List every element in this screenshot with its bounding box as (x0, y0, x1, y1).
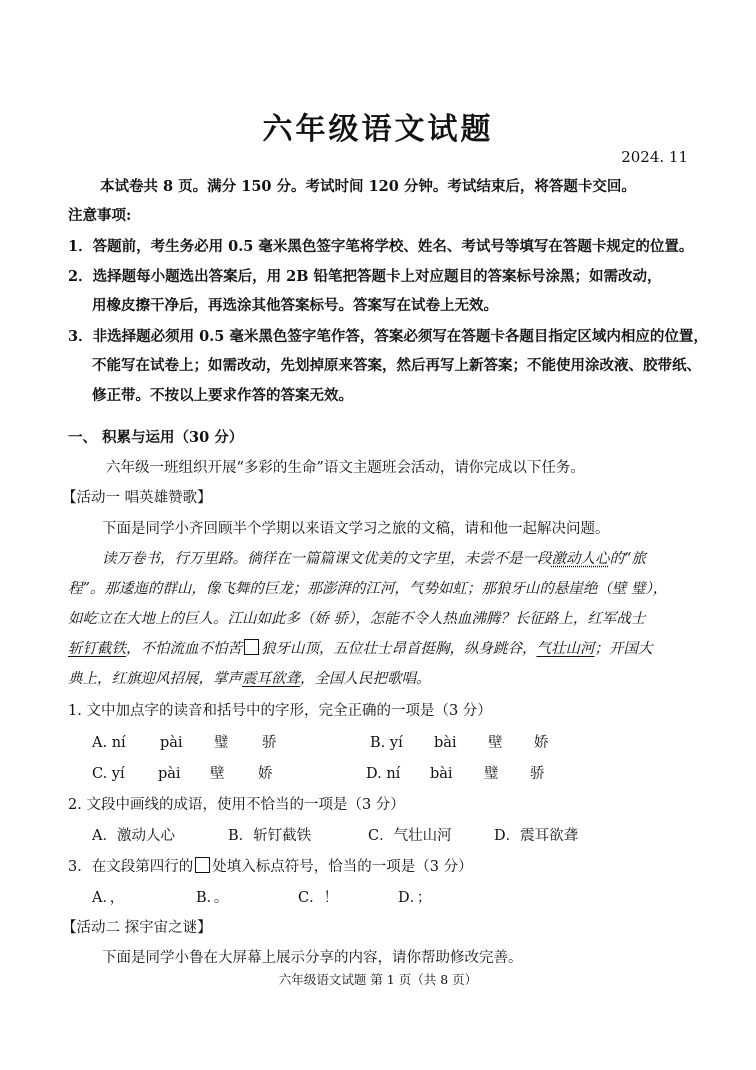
passage-line-3: 如屹立在大地上的巨人。江山如此多（娇 骄），怎能不令人热血沸腾？长征路上，红军战士 (68, 611, 646, 627)
passage-line-4 (68, 639, 696, 659)
passage-line-5 (68, 669, 696, 689)
passage-text: ；开国大 (594, 641, 653, 657)
notice-item-2: 2．选择题每小题选出答案后，用 2B 铅笔把答题卡上对应题目的答案标号涂黑；如需改动， (68, 268, 662, 285)
question-3-option-b: B．。 (196, 890, 229, 906)
exam-page: 六年级语文试题 2024. 11 本试卷共 8 页。满分 150 分。考试时间 120 分钟。考试结束后，将答题卡交回。 注意事项: 1．答题前，考生务必用 0.5 毫米黑色签字笔将学校、姓名、考试号等填写在答题卡规定的位置。 2．选择题每小题选出答案后，用 2B 铅笔把答题卡上对应题目的答案标号涂黑；如需改动， 用橡皮擦干净后，再选涂其他答案标号。答案写在试卷上无效。 3．非选择题必须用 0.5 毫米黑色签字笔作答，答案必须写在答题卡各题目指定区域内相应的位置， 不能写在试卷上；如需改动，先划掉原来答案，然后再写上新答案；不能使用涂改液、胶带纸、 修正带。不按以上要求作答的答案无效。 一、 积累与运用（30 分） 六年级一班组织开展“多彩的生命”语文主题班会活动，请你完成以下任务。 【活动一 唱英雄赞歌】 下面是同学小齐回顾半个学期以来语文学习之旅的文稿，请和他一起解决问题。 读万卷书，行万里路。徜徉在一篇篇课文优美的文字里，未尝不是一段激动人心的“旅 程”。那逶迤的群山，像飞舞的巨龙；那澎湃的江河，气势如虹；那狼牙山的悬崖绝（壁 璧）， 如屹立在大地上的巨人。江山如此多（娇 骄），怎能不令人热血沸腾？长征路上，红军战士 斩钉截铁，不怕流血不怕苦 狼牙山顶，五位壮士昂首挺胸，纵身跳谷，气壮山河；开国大 典上，红旗迎风招展，掌声震耳欲聋，全国人民把歌唱。 1. 文中加点字的读音和括号中的字形，完全正确的一项是（3 分） A. ní pài 璧 骄 B. yí bài 壁 娇 C. yí pài 壁 娇 D. ní bài 璧 骄 2. 文段中画线的成语，使用不恰当的一项是（3 分） A．激动人心 B．斩钉截铁 C．气壮山河 D．震耳欲聋 3．在文段第四行的 处填入标点符号，恰当的一项是（3 分） A．， B．。 C．！ D．； 【活动二 探宇宙之谜】 下面是同学小鲁在大屏幕上展示分享的内容，请你帮助修改完善。 六年级语文试题 第 1 页（共 8 页） (0, 0, 756, 1070)
section-heading: 一、 积累与运用（30 分） (68, 429, 244, 446)
question-1-stem: 1. 文中加点字的读音和括号中的字形，完全正确的一项是（3 分） (68, 703, 492, 719)
page-title: 六年级语文试题 (262, 112, 494, 147)
activity-2-heading: 【活动二 探宇宙之谜】 (62, 920, 212, 936)
idiom-underlined: 斩钉截铁 (68, 641, 126, 657)
activity-1-intro: 下面是同学小齐回顾半个学期以来语文学习之旅的文稿，请和他一起解决问题。 (102, 521, 610, 537)
notice-item-3-cont: 不能写在试卷上；如需改动，先划掉原来答案，然后再写上新答案；不能使用涂改液、胶带纸、 (92, 357, 701, 374)
question-3-option-d: D．； (398, 890, 432, 906)
activity-2-intro: 下面是同学小鲁在大屏幕上展示分享的内容，请你帮助修改完善。 (102, 950, 523, 966)
blank-box (244, 639, 259, 655)
section-intro: 六年级一班组织开展“多彩的生命”语文主题班会活动，请你完成以下任务。 (106, 460, 585, 476)
question-2-option-d: D．震耳欲聋 (494, 828, 579, 844)
passage-line-2: 程”。那逶迤的群山，像飞舞的巨龙；那澎湃的江河，气势如虹；那狼牙山的悬崖绝（壁 璧）， (68, 581, 668, 597)
passage-line-1 (102, 549, 696, 569)
notice-heading: 注意事项: (68, 207, 132, 224)
idiom-underlined: 激动人心 (551, 551, 610, 567)
passage-text: ，全国人民把歌唱。 (300, 671, 431, 687)
question-3-option-a: A．， (92, 890, 125, 906)
passage-text: 狼牙山顶，五位壮士昂首挺胸，纵身跳谷， (261, 641, 537, 657)
intro-text: 本试卷共 8 页。满分 150 分。考试时间 120 分钟。考试结束后，将答题卡交回。 (100, 178, 636, 195)
passage-text: 的“旅 (609, 551, 646, 567)
question-2-stem: 2. 文段中画线的成语，使用不恰当的一项是（3 分） (68, 797, 405, 813)
notice-item-1: 1．答题前，考生务必用 0.5 毫米黑色签字笔将学校、姓名、考试号等填写在答题卡规定的位置。 (68, 238, 694, 255)
question-2-option-b: B．斩钉截铁 (228, 828, 312, 844)
passage-text: 读万卷书，行万里路。徜徉在一篇篇课文优美的文字里，未尝不是一段 (102, 551, 552, 567)
question-2-option-a: A．激动人心 (92, 828, 175, 844)
page-footer: 六年级语文试题 第 1 页（共 8 页） (278, 972, 478, 987)
notice-item-3-cont2: 修正带。不按以上要求作答的答案无效。 (92, 387, 353, 404)
notice-item-2-cont: 用橡皮擦干净后，再选涂其他答案标号。答案写在试卷上无效。 (92, 297, 498, 314)
question-2-option-c: C．气壮山河 (368, 828, 452, 844)
blank-box (195, 857, 210, 873)
passage-text: 典上，红旗迎风招展，掌声 (68, 671, 242, 687)
exam-date: 2024. 11 (621, 148, 688, 166)
activity-1-heading: 【活动一 唱英雄赞歌】 (62, 490, 212, 506)
notice-item-3: 3．非选择题必须用 0.5 毫米黑色签字笔作答，答案必须写在答题卡各题目指定区域内相应的位置， (68, 328, 708, 345)
question-3-option-c: C．！ (298, 890, 339, 906)
passage-text: ，不怕流血不怕苦 (126, 641, 242, 657)
idiom-underlined: 震耳欲聋 (242, 671, 300, 687)
idiom-underlined: 气壮山河 (536, 641, 595, 657)
question-3-stem: 3．在文段第四行的 处填入标点符号，恰当的一项是（3 分） (68, 859, 473, 875)
